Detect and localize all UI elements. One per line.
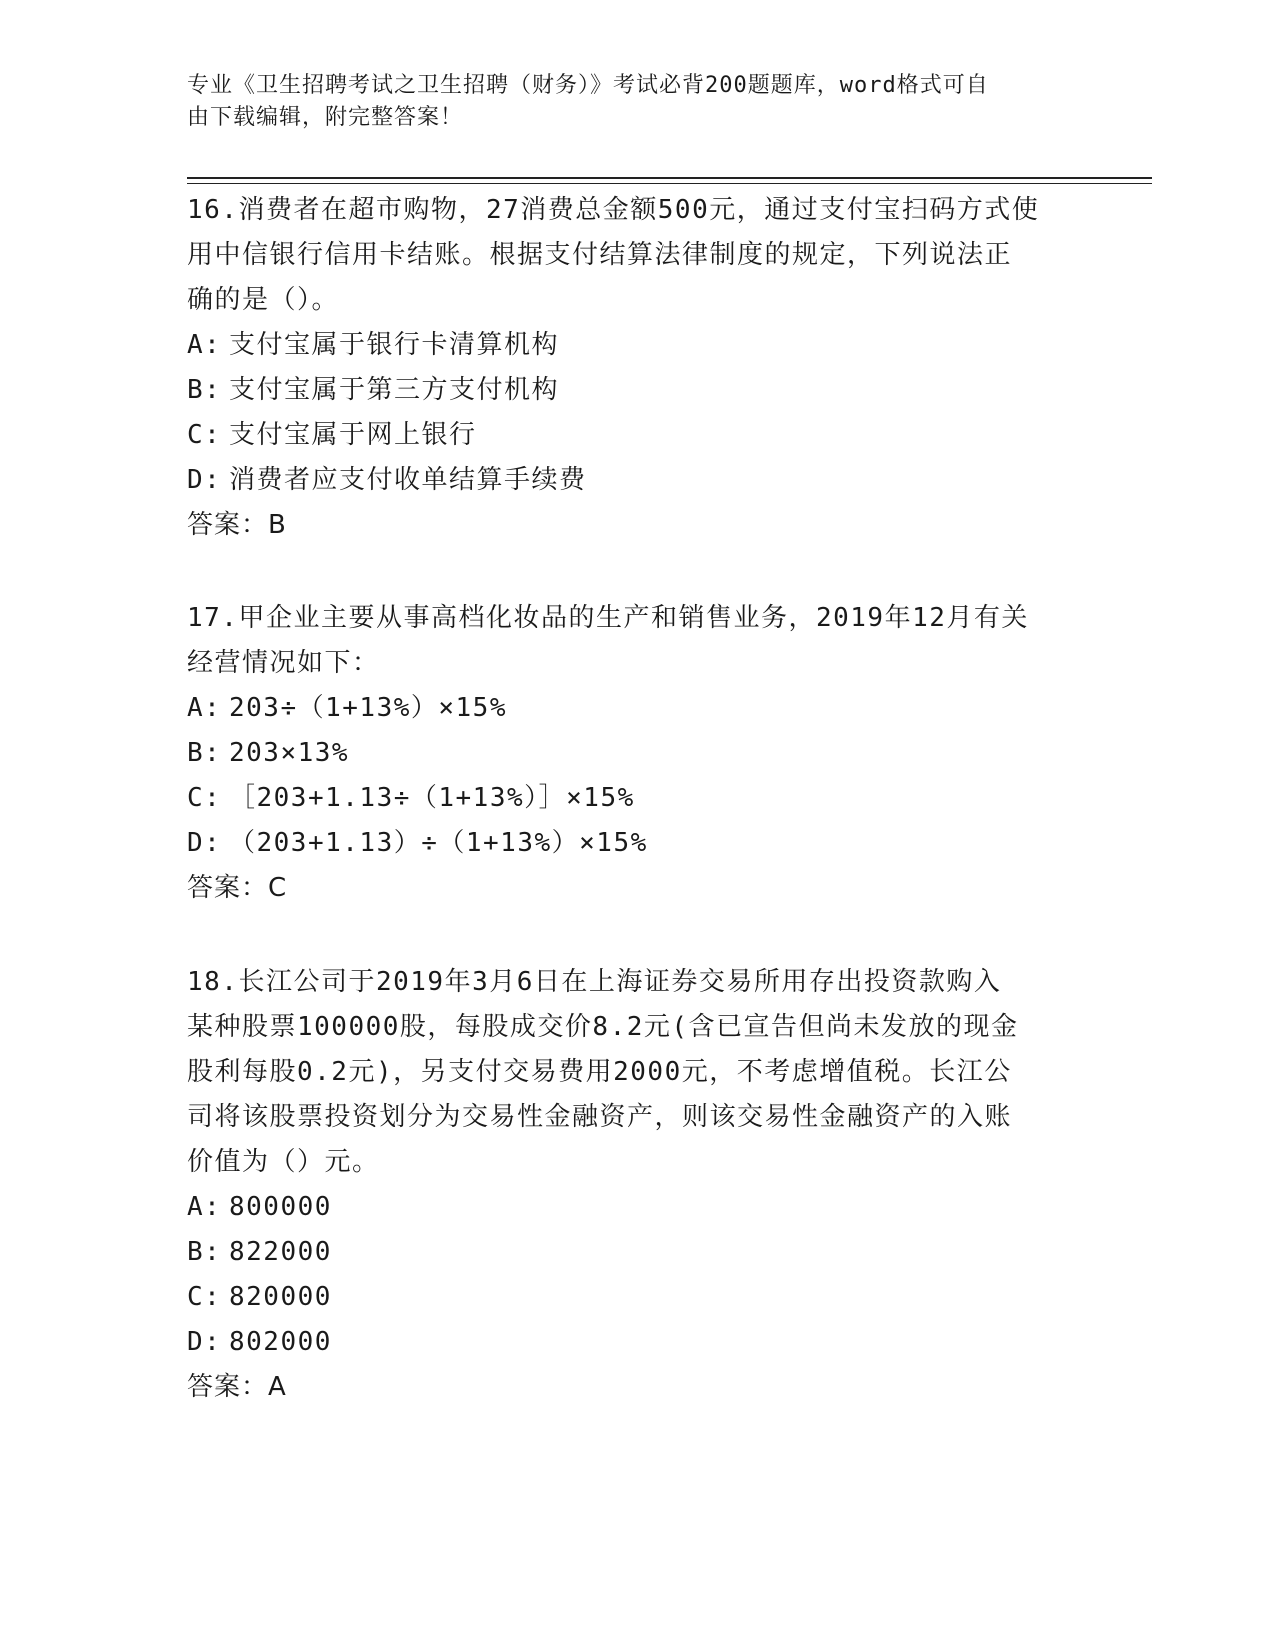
option-d [187,821,1087,866]
option-text: 203×13% [229,738,350,768]
question-18-answer: 答案：A [187,1372,287,1402]
option-text: ［203+1.13÷（1+13%）］×15% [229,783,635,813]
header-divider-thin [187,183,1152,184]
option-text: 203÷（1+13%）×15% [229,693,507,723]
option-text: 822000 [229,1237,332,1267]
option-text: （203+1.13）÷（1+13%）×15% [229,828,648,858]
option-d [187,458,1087,503]
option-a [187,323,1087,368]
question-17-answer: 答案：C [187,873,288,903]
option-b [187,368,1087,413]
option-b [187,731,1087,776]
question-16-line-1: 16.消费者在超市购物，27消费总金额500元，通过支付宝扫码方式使 [187,195,1040,225]
option-key: B: [187,1237,222,1267]
option-key: A: [187,693,222,723]
question-16 [187,188,1087,548]
header-line-2: 由下载编辑，附完整答案！ [187,105,464,130]
question-18-line-1: 18.长江公司于2019年3月6日在上海证券交易所用存出投资款购入 [187,967,1002,997]
question-16-options [187,323,1087,503]
option-text: 820000 [229,1282,332,1312]
question-17-line-1: 17.甲企业主要从事高档化妆品的生产和销售业务，2019年12月有关 [187,603,1029,633]
question-17-line-2: 经营情况如下： [187,648,380,678]
header-line-1: 专业《卫生招聘考试之卫生招聘（财务）》考试必背200题题库，word格式可自 [187,73,989,98]
question-16-line-3: 确的是（）。 [187,285,340,315]
option-key: D: [187,1327,222,1357]
option-a [187,1185,1087,1230]
question-18-line-2: 某种股票100000股，每股成交价8.2元(含已宣告但尚未发放的现金 [187,1012,1019,1042]
question-18-line-4: 司将该股票投资划分为交易性金融资产，则该交易性金融资产的入账 [187,1102,1013,1132]
option-text: 支付宝属于第三方支付机构 [229,375,560,405]
question-18 [187,960,1087,1410]
option-key: C: [187,420,222,450]
option-b [187,1230,1087,1275]
question-18-line-3: 股利每股0.2元)，另支付交易费用2000元，不考虑增值税。长江公 [187,1057,1012,1087]
option-key: B: [187,738,222,768]
question-16-stem [187,188,1087,323]
option-key: B: [187,375,222,405]
option-text: 800000 [229,1192,332,1222]
option-text: 802000 [229,1327,332,1357]
option-text: 支付宝属于银行卡清算机构 [229,330,560,360]
option-key: A: [187,1192,222,1222]
header-divider-thick [187,177,1152,179]
question-16-answer: 答案：B [187,510,287,540]
question-18-options [187,1185,1087,1365]
option-key: A: [187,330,222,360]
option-a [187,686,1087,731]
option-key: D: [187,828,222,858]
option-key: C: [187,783,222,813]
question-18-stem [187,960,1087,1185]
option-c [187,1275,1087,1320]
question-17-options [187,686,1087,866]
document-header [187,70,1087,134]
option-key: D: [187,465,222,495]
option-text: 支付宝属于网上银行 [229,420,477,450]
option-key: C: [187,1282,222,1312]
option-c [187,413,1087,458]
question-18-line-5: 价值为（）元。 [187,1147,380,1177]
question-16-line-2: 用中信银行信用卡结账。根据支付结算法律制度的规定，下列说法正 [187,240,1013,270]
option-c [187,776,1087,821]
question-17 [187,596,1087,911]
question-17-stem [187,596,1087,686]
option-text: 消费者应支付收单结算手续费 [229,465,587,495]
option-d [187,1320,1087,1365]
